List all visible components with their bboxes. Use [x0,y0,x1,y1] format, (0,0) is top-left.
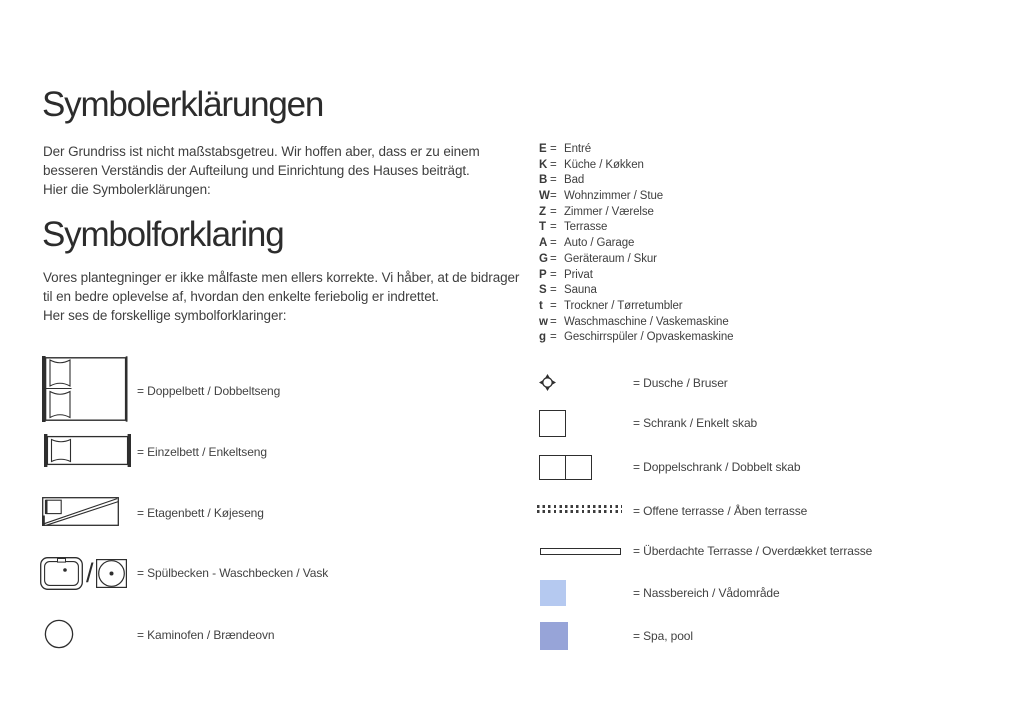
shower-icon [539,374,556,391]
room-code-row [539,220,733,236]
room-code-row [539,252,733,268]
equals-sign: = [550,205,557,218]
room-code-row [539,299,733,315]
equals-sign: = [550,315,557,328]
slash-separator: / [86,557,94,588]
room-code-letter: S [539,284,547,297]
room-code-label: Zimmer / Værelse [564,205,654,218]
room-code-label: Sauna [564,284,597,297]
german-intro [43,142,480,199]
room-code-row [539,158,733,174]
cabinet-right-half [566,456,592,479]
equals-sign: = [550,284,557,297]
room-code-letter: g [539,331,546,344]
room-code-letter: E [539,143,547,155]
room-code-letter: A [539,237,548,250]
washbasin-icon [96,559,127,588]
danish-intro [43,268,519,325]
covered-terrace-icon [540,548,621,555]
german-title: Symbolerklärungen [42,85,324,124]
spa-pool-swatch [540,622,568,650]
danish-title: Symbolforklaring [42,215,284,254]
kitchen-sink-icon [40,557,83,590]
room-code-label: Terrasse [564,221,608,234]
room-code-row [539,189,733,205]
equals-sign: = [550,299,557,312]
room-code-letter: t [539,299,543,312]
double-bed-icon [42,356,129,422]
equals-sign: = [550,143,557,155]
legend-label-covered-terrace: = Überdachte Terrasse / Overdækket terrasse [633,544,873,558]
legend-label-single-bed: = Einzelbett / Enkeltseng [137,445,267,459]
room-code-label: Privat [564,268,593,281]
room-code-letter: T [539,221,546,234]
room-code-row [539,315,733,331]
german-intro-line: Hier die Symbolerklärungen: [43,182,211,197]
equals-sign: = [550,252,557,265]
equals-sign: = [550,221,557,234]
legend-label-single-cabinet: = Schrank / Enkelt skab [633,416,758,430]
room-code-label: Auto / Garage [564,237,635,250]
legend-label-stove: = Kaminofen / Brændeovn [137,628,275,642]
room-code-letter: w [539,315,548,328]
room-code-label: Trockner / Tørretumbler [564,299,683,312]
equals-sign: = [550,268,557,281]
single-bed-icon [44,434,131,467]
room-code-label: Küche / Køkken [564,158,644,171]
single-cabinet-icon [539,410,566,437]
room-code-label: Wohnzimmer / Stue [564,190,664,203]
room-code-letter: Z [539,205,546,218]
legend-label-shower: = Dusche / Bruser [633,376,728,390]
dotted-line [537,505,622,508]
room-code-letter: B [539,174,548,187]
room-code-label: Geräteraum / Skur [564,252,657,265]
equals-sign: = [550,331,557,344]
german-intro-line: besseren Verständis der Aufteilung und Einrichtung des Hauses beiträgt. [43,163,470,178]
room-code-label: Bad [564,174,585,187]
equals-sign: = [550,237,557,250]
room-code-row [539,236,733,252]
legend-label-sink: = Spülbecken - Waschbecken / Vask [137,566,329,580]
room-code-letter: P [539,268,547,281]
legend-label-double-bed: = Doppelbett / Dobbeltseng [137,384,281,398]
room-code-row [539,283,733,299]
room-code-label: Geschirrspüler / Opvaskemaskine [564,331,734,344]
equals-sign: = [550,190,557,203]
legend-label-double-cabinet: = Doppelschrank / Dobbelt skab [633,460,801,474]
equals-sign: = [550,158,557,171]
wet-area-swatch [540,580,566,606]
bunk-bed-icon [42,497,119,526]
room-code-label: Entré [564,143,591,155]
room-code-letter: K [539,158,548,171]
room-code-row [539,173,733,189]
german-intro-line: Der Grundriss ist nicht maßstabsgetreu. Wir hoffen aber, dass er zu einem [43,144,480,159]
room-code-list [539,142,733,346]
room-code-letter: W [539,190,550,203]
cabinet-left-half [540,456,566,479]
wood-stove-icon [44,619,74,649]
dotted-line [537,510,622,513]
room-code-row [539,142,733,158]
danish-intro-line: Vores plantegninger er ikke målfaste men ellers korrekte. Vi håber, at de bidrager [43,270,520,285]
legend-label-wet-area: = Nassbereich / Vådområde [633,586,780,600]
double-cabinet-icon [539,455,592,480]
room-code-label: Waschmaschine / Vaskemaskine [564,315,729,328]
sink-washbasin-icon-group [40,556,127,590]
danish-intro-line: Her ses de forskellige symbolforklaringer: [43,308,287,323]
legend-label-bunk-bed: = Etagenbett / Køjeseng [137,506,264,520]
open-terrace-icon [537,505,622,513]
equals-sign: = [550,174,557,187]
legend-label-spa-pool: = Spa, pool [633,629,693,643]
legend-label-open-terrace: = Offene terrasse / Åben terrasse [633,504,808,518]
danish-intro-line: til en bedre oplevelse af, hvordan den enkelte feriebolig er indrettet. [43,289,439,304]
room-code-row [539,205,733,221]
room-code-row [539,330,733,346]
room-code-letter: G [539,252,548,265]
room-code-row [539,268,733,284]
